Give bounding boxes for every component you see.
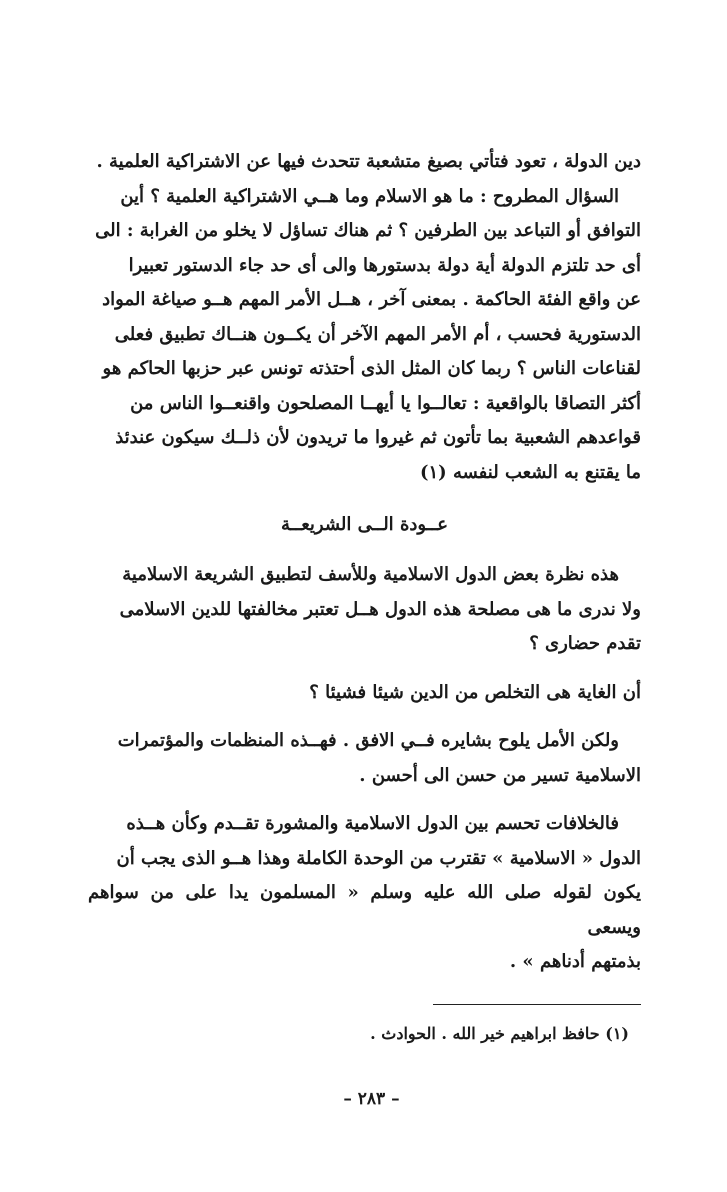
paragraph-sharia: هذه نظرة بعض الدول الاسلامية وللأسف لتطبيق الشريعة الاسلامية ولا ندرى ما هى مصلحة هذه الدول هــل تعتبر مخالفتها للدين الاسلامى تقدم حضارى ؟ [119, 564, 641, 654]
footnote: (١) حافظ ابراهيم خير الله . الحوادث . [370, 1023, 629, 1043]
paragraph-goal: أن الغاية هى التخلص من الدين شيئا فشيئا ؟ [309, 681, 641, 703]
paragraph-question: السؤال المطروح : ما هو الاسلام وما هــي الاشتراكية العلمية ؟ أين التوافق أو التباعد بين الطرفين ؟ ثم هناك تساؤل لا يخلو من الغرابة : الى أى حد تلتزم الدولة أية دولة بدستورها والى أى حد جاء الدستور تعبيرا عن واقع الفئة الحاكمة . بمعنى آخر ، هــل الأمر المهم هــو صياغة المواد الدستورية فحسب ، أم الأمر المهم الآخر أن يكــون هنــاك تطبيق فعلى لقناعات الناس ؟ ربما كان المثل الذى أحتذته تونس عبر حزبها الحاكم هو أكثر التصاقا بالواقعية : تعالــوا يا أيهــا المصلحون واقنعــوا الناس من قواعدهم الشعبية بما تأتون ثم غيروا ما تريدون لأن ذلــك سيكون عندئذ ما يقتنع به الشعب لنفسه (١) [95, 185, 641, 483]
page-number: – ٢٨٣ – [343, 1088, 400, 1109]
paragraph-hope: ولكن الأمل يلوح بشايره فــي الافق . فهــذه المنظمات والمؤتمرات الاسلامية تسير من حسن الى أحسن . [117, 730, 641, 786]
paragraph-disputes: فالخلافات تحسم بين الدول الاسلامية والمشورة تقــدم وكأن هــذه الدول « الاسلامية » تقترب من الوحدة الكاملة وهذا هــو الذى يجب أن يكون لقوله صلى الله عليه وسلم « المسلمون يدا على من سواهم ويسعى بذمتهم أدناهم » . [88, 813, 641, 972]
paragraph-intro: دين الدولة ، تعود فتأتي بصيغ متشعبة تتحدث فيها عن الاشتراكية العلمية . [96, 151, 641, 172]
footnote-divider [433, 1004, 641, 1005]
section-heading: عــودة الــى الشريعــة [281, 514, 448, 535]
